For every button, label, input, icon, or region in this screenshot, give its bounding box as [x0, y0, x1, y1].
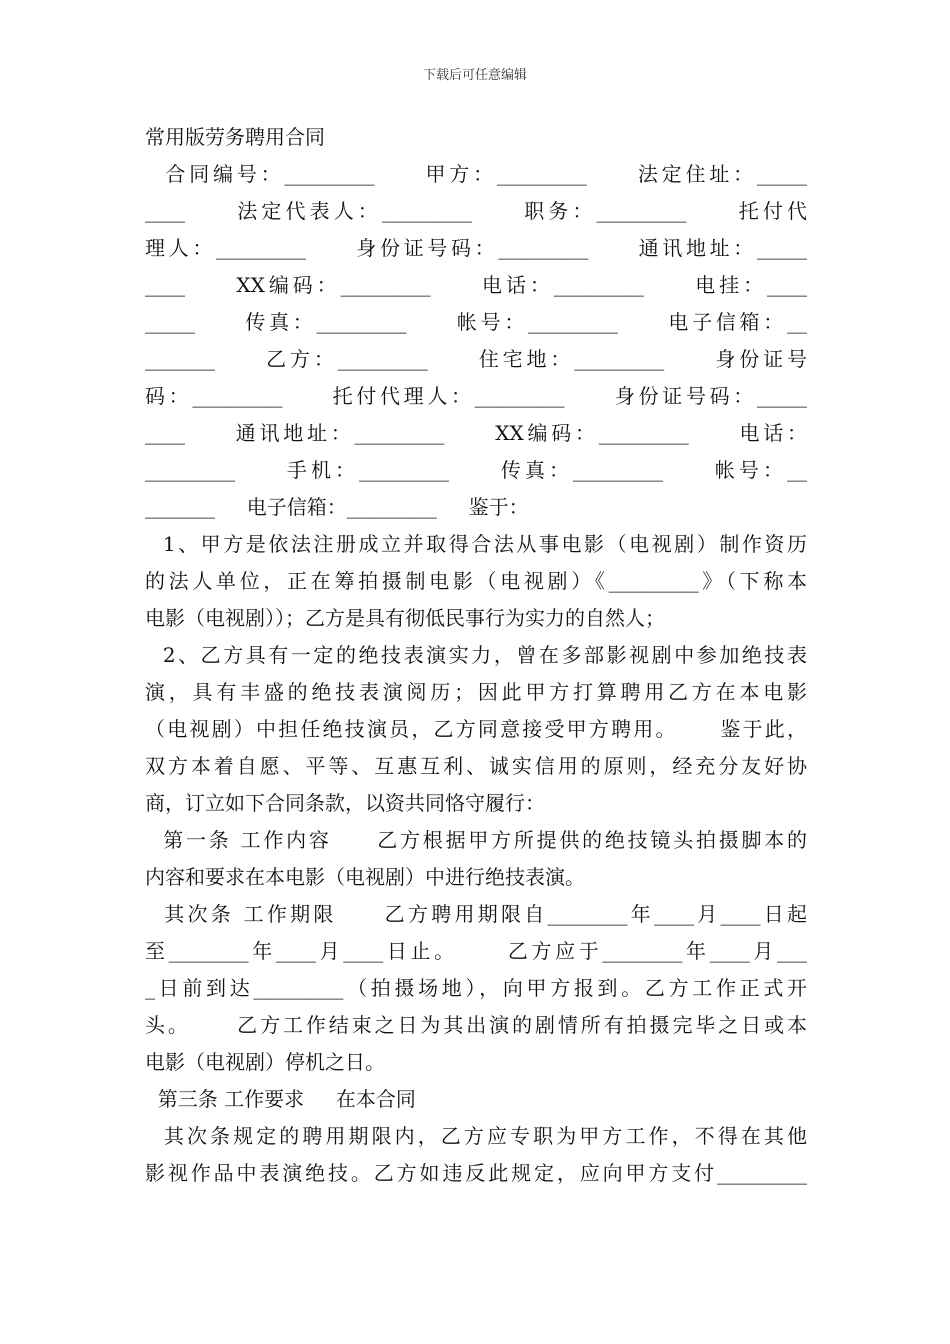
- text-line: 其次条规定的聘用期限内，乙方应专职为甲方工作，不得在其他: [145, 1124, 807, 1148]
- text-line: 至________年____月____日止。 乙方应于________年____月___: [145, 939, 807, 963]
- text-line: 双方本着自愿、平等、互惠互利、诚实信用的原则，经充分友好协: [145, 754, 807, 778]
- text-line: 其次条 工作期限 乙方聘用期限自________年____月____日起: [145, 902, 807, 926]
- text-line: 码：_________ 托付代理人：_________ 身份证号码：_____: [145, 384, 807, 408]
- text-line: ____ 法定代表人：_________ 职务：_________ 托付代: [145, 199, 807, 223]
- page-header: 下载后可任意编辑: [422, 68, 527, 83]
- text-line: 的法人单位，正在筹拍摄制电影（电视剧）《_________》（下称本: [145, 569, 807, 593]
- text-line: 2、乙方具有一定的绝技表演实力，曾在多部影视剧中参加绝技表: [145, 643, 807, 667]
- text-line: _日前到达_________（拍摄场地），向甲方报到。乙方工作正式开: [145, 976, 807, 1000]
- document-title: 常用版劳务聘用合同: [145, 125, 325, 149]
- text-line: _______ 乙方：_________ 住宅地：_________ 身份证号: [145, 347, 807, 371]
- text-line: 电影（电视剧））；乙方是具有彻低民事行为实力的自然人；: [145, 606, 665, 630]
- text-line: _______ 电子信箱：_________ 鉴于：: [145, 495, 529, 519]
- text-line: 电影（电视剧）停机之日。: [145, 1050, 385, 1074]
- text-line: _________ 手机：_________ 传真：_________ 帐号：__: [145, 458, 807, 482]
- text-line: 商，订立如下合同条款，以资共同恪守履行：: [145, 791, 545, 815]
- text-line: _____ 传真：_________ 帐号：_________ 电子信箱：__: [145, 310, 807, 334]
- text-line: 影视作品中表演绝技。乙方如违反此规定，应向甲方支付_________: [145, 1161, 807, 1185]
- text-line: 第三条 工作要求 在本合同: [145, 1087, 416, 1111]
- contract-body: [145, 119, 807, 1192]
- text-line: 第一条 工作内容 乙方根据甲方所提供的绝技镜头拍摄脚本的: [145, 828, 807, 852]
- text-line: ____ XX编码：_________ 电话：_________ 电挂：____: [145, 273, 807, 297]
- text-line: 理人：_________ 身份证号码：_________ 通讯地址：_____: [145, 236, 807, 260]
- text-line: 演，具有丰盛的绝技表演阅历；因此甲方打算聘用乙方在本电影: [145, 680, 807, 704]
- text-line: 内容和要求在本电影（电视剧）中进行绝技表演。: [145, 865, 585, 889]
- text-line: 头。 乙方工作结束之日为其出演的剧情所有拍摄完毕之日或本: [145, 1013, 807, 1037]
- text-line: 1、甲方是依法注册成立并取得合法从事电影（电视剧）制作资历: [145, 532, 807, 556]
- text-line: ____ 通讯地址：_________ XX编码：_________ 电话：: [145, 421, 807, 445]
- text-line: 合同编号：_________ 甲方：_________ 法定住址：_____: [145, 162, 807, 186]
- text-line: （电视剧）中担任绝技演员，乙方同意接受甲方聘用。 鉴于此，: [145, 717, 807, 741]
